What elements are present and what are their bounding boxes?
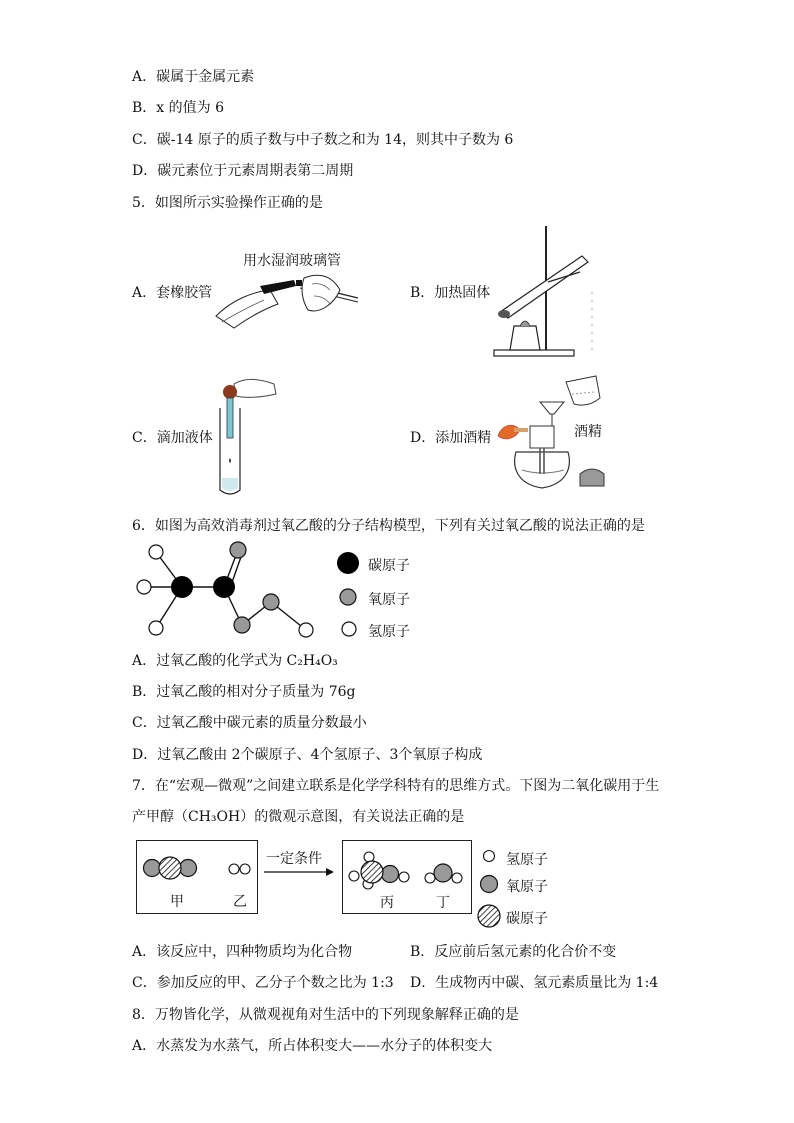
hydrogen-atom <box>149 545 163 559</box>
q5-option-c: C．滴加液体 <box>132 430 213 446</box>
oxygen-atom <box>234 617 250 633</box>
q4-option-c: C．碳-14 原子的质子数与中子数之和为 14，则其中子数为 6 <box>132 132 514 148</box>
q6-legend-carbon-label: 碳原子 <box>368 558 410 574</box>
product-ding-molecule <box>424 860 464 888</box>
q8-option-a: A．水蒸发为水蒸气，所占体积变大——水分子的体积变大 <box>132 1038 493 1054</box>
q6-option-b: B．过氧乙酸的相对分子质量为 76g <box>132 684 356 700</box>
q6-legend-oxygen-icon <box>338 587 358 607</box>
adding-alcohol-illustration <box>492 374 622 498</box>
q5-option-a: A．套橡胶管 <box>132 285 213 301</box>
q6-option-a: A．过氧乙酸的化学式为 C₂H₄O₃ <box>132 653 338 669</box>
reaction-arrow-icon <box>262 866 338 878</box>
q6-legend-hydrogen-icon <box>340 620 358 638</box>
q5-a-caption: 用水湿润玻璃管 <box>243 253 341 269</box>
q8-stem: 8．万物皆化学，从微观视角对生活中的下列现象解释正确的是 <box>132 1007 519 1023</box>
q7-option-a: A．该反应中，四种物质均为化合物 <box>132 944 353 960</box>
hydrogen-atom <box>149 621 163 635</box>
q7-legend-hydrogen-label: 氢原子 <box>506 852 548 868</box>
q5-option-d: D．添加酒精 <box>410 430 492 446</box>
q7-option-c: C．参加反应的甲、乙分子个数之比为 1:3 <box>132 975 394 991</box>
carbon-atom <box>213 576 235 598</box>
q6-legend-oxygen-label: 氧原子 <box>368 592 410 608</box>
q6-legend-carbon-icon <box>336 551 360 575</box>
product-bing-molecule <box>346 850 412 890</box>
q7-option-d: D．生成物丙中碳、氢元素质量比为 1:4 <box>410 975 659 991</box>
q4-option-d: D．碳元素位于元素周期表第二周期 <box>132 163 354 179</box>
label-yi: 乙 <box>233 894 247 910</box>
hydrogen-atom <box>137 580 151 594</box>
q7-legend-oxygen-icon <box>479 874 499 894</box>
reaction-condition-label: 一定条件 <box>266 851 322 867</box>
q7-legend-oxygen-label: 氧原子 <box>506 879 548 895</box>
q4-option-b: B．x 的值为 6 <box>132 100 224 116</box>
reactant-yi-molecule <box>228 862 254 876</box>
label-bing: 丙 <box>380 895 394 911</box>
dropping-liquid-illustration <box>214 378 284 498</box>
q7-stem-line1: 7．在“宏观—微观”之间建立联系是化学学科特有的思维方式。下图为二氧化碳用于生 <box>132 778 660 794</box>
q5-stem: 5．如图所示实验操作正确的是 <box>132 195 323 211</box>
q7-option-b: B．反应前后氢元素的化合价不变 <box>410 944 617 960</box>
carbon-atom <box>171 576 193 598</box>
q7-legend-carbon-icon <box>476 903 502 929</box>
q7-legend-carbon-label: 碳原子 <box>506 911 548 927</box>
heating-solid-illustration <box>490 222 600 362</box>
q6-option-d: D．过氧乙酸由 2个碳原子、4个氢原子、3个氧原子构成 <box>132 747 483 763</box>
label-jia: 甲 <box>170 894 184 910</box>
peracetic-acid-molecule-model <box>136 540 326 640</box>
q4-option-a: A．碳属于金属元素 <box>132 69 255 85</box>
rubber-tube-illustration <box>212 270 362 330</box>
hydrogen-atom <box>299 623 313 637</box>
q6-legend-hydrogen-label: 氢原子 <box>368 624 410 640</box>
reactant-jia-molecule <box>140 856 200 880</box>
q6-option-c: C．过氧乙酸中碳元素的质量分数最小 <box>132 715 367 731</box>
oxygen-atom <box>263 594 279 610</box>
q5-option-b: B．加热固体 <box>410 285 491 301</box>
q5-d-caption: 酒精 <box>574 424 602 440</box>
q7-stem-line2: 产甲醇（CH₃OH）的微观示意图，有关说法正确的是 <box>132 809 465 825</box>
q6-stem: 6．如图为高效消毒剂过氧乙酸的分子结构模型，下列有关过氧乙酸的说法正确的是 <box>132 518 645 534</box>
q7-legend-hydrogen-icon <box>482 849 496 863</box>
label-ding: 丁 <box>436 895 450 911</box>
oxygen-atom <box>230 542 246 558</box>
